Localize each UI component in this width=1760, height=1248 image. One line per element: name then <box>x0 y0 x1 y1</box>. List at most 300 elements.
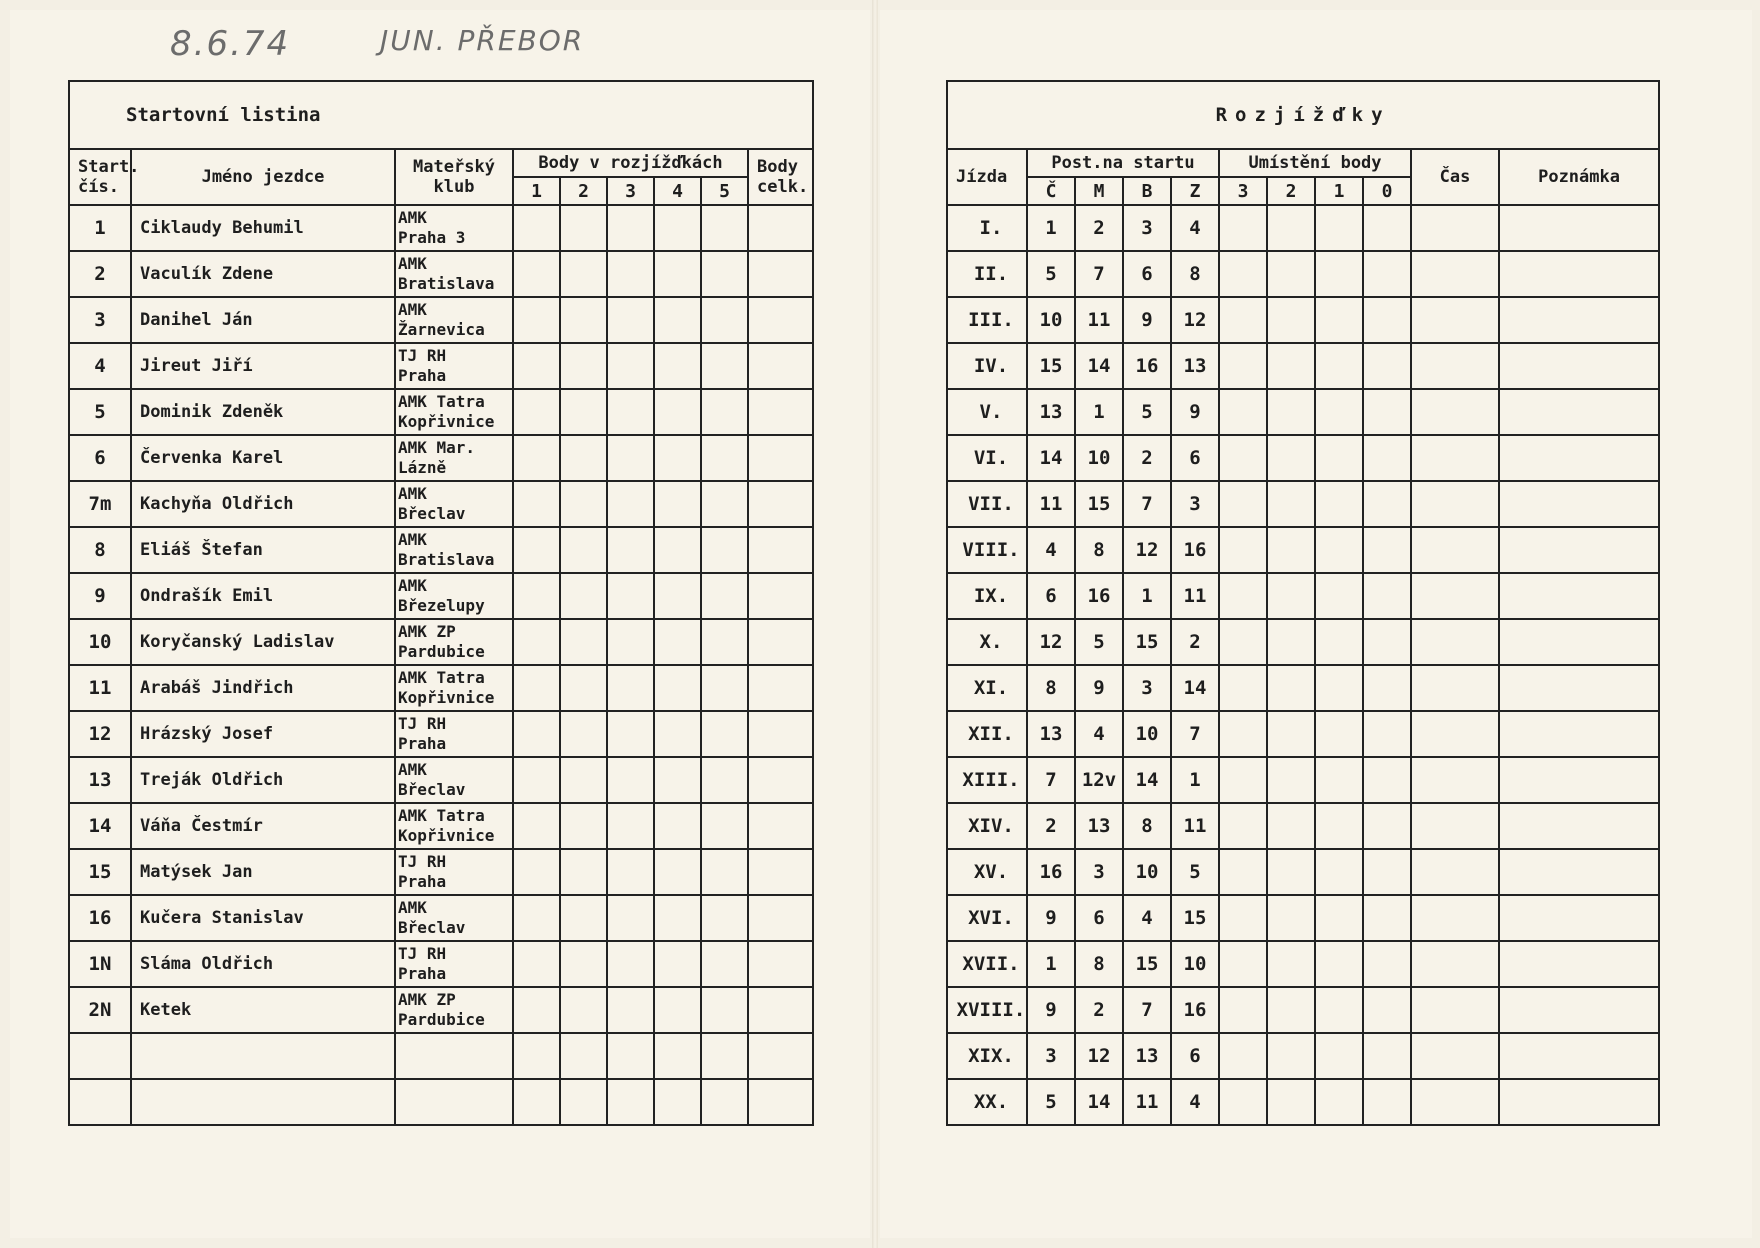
rider-start-number: 2N <box>69 987 131 1033</box>
rider-club-line-1: AMK <box>398 254 427 273</box>
heat-points-cell <box>701 1079 748 1125</box>
heat-points-cell <box>654 665 701 711</box>
start-position-z: 6 <box>1171 435 1219 481</box>
rider-start-number: 2 <box>69 251 131 297</box>
heat-points-cell <box>654 849 701 895</box>
rider-club-line-1: TJ RH <box>398 346 447 365</box>
rider-club-line-1: AMK <box>398 530 427 549</box>
rider-club <box>395 389 513 435</box>
heats-title: Rozjížďky <box>947 81 1659 149</box>
header-heat-1: 1 <box>513 177 560 205</box>
placing-cell <box>1363 297 1411 343</box>
note-cell <box>1499 389 1659 435</box>
total-points-cell <box>748 895 813 941</box>
rider-club-line-2: Bratislava <box>398 274 495 293</box>
start-position-b: 11 <box>1123 1079 1171 1125</box>
handwritten-date: 8.6.74 <box>170 24 291 64</box>
heat-points-cell <box>654 297 701 343</box>
placing-cell <box>1219 481 1267 527</box>
placing-cell <box>1363 711 1411 757</box>
heat-points-cell <box>607 803 654 849</box>
header-total-points: Body celk. <box>748 149 813 205</box>
placing-cell <box>1315 251 1363 297</box>
placing-cell <box>1363 573 1411 619</box>
rider-row <box>69 895 813 941</box>
rider-club-line-1: AMK Tatra <box>398 806 485 825</box>
start-position-m: 2 <box>1075 205 1123 251</box>
header-place-1: 1 <box>1315 177 1363 205</box>
total-points-cell <box>748 803 813 849</box>
header-note: Poznámka <box>1499 149 1659 205</box>
start-position-c: 10 <box>1027 297 1075 343</box>
heat-row <box>947 711 1659 757</box>
rider-name: Eliáš Štefan <box>131 527 395 573</box>
heat-points-cell <box>513 481 560 527</box>
total-points-cell <box>748 987 813 1033</box>
start-position-c: 8 <box>1027 665 1075 711</box>
total-points-cell <box>748 251 813 297</box>
heat-points-cell <box>513 803 560 849</box>
placing-cell <box>1315 711 1363 757</box>
start-position-z: 5 <box>1171 849 1219 895</box>
time-cell <box>1411 849 1499 895</box>
rider-club-line-2: Praha <box>398 734 447 753</box>
start-position-m: 8 <box>1075 527 1123 573</box>
header-place-2: 2 <box>1267 177 1315 205</box>
start-position-b: 10 <box>1123 849 1171 895</box>
heat-number: XIII. <box>947 757 1027 803</box>
heat-points-cell <box>560 849 607 895</box>
heat-row <box>947 1033 1659 1079</box>
start-position-z: 16 <box>1171 527 1219 573</box>
rider-start-number: 13 <box>69 757 131 803</box>
heat-number: XIV. <box>947 803 1027 849</box>
rider-row <box>69 481 813 527</box>
start-position-m: 12v <box>1075 757 1123 803</box>
total-points-cell <box>748 665 813 711</box>
total-points-cell <box>748 849 813 895</box>
heat-number: III. <box>947 297 1027 343</box>
rider-club <box>395 711 513 757</box>
heat-points-cell <box>607 849 654 895</box>
placing-cell <box>1363 987 1411 1033</box>
heat-number: XIX. <box>947 1033 1027 1079</box>
time-cell <box>1411 1079 1499 1125</box>
note-cell <box>1499 895 1659 941</box>
rider-club-line-1: AMK <box>398 208 427 227</box>
start-position-c: 5 <box>1027 1079 1075 1125</box>
time-cell <box>1411 711 1499 757</box>
start-position-c: 13 <box>1027 389 1075 435</box>
header-club: Mateřský klub <box>395 149 513 205</box>
heats-table <box>946 80 1660 1126</box>
rider-club <box>395 665 513 711</box>
placing-cell <box>1219 343 1267 389</box>
total-points-cell <box>748 527 813 573</box>
rider-name: Ondrašík Emil <box>131 573 395 619</box>
placing-cell <box>1315 895 1363 941</box>
note-cell <box>1499 1079 1659 1125</box>
heat-points-cell <box>513 343 560 389</box>
placing-cell <box>1267 389 1315 435</box>
heat-row <box>947 757 1659 803</box>
start-position-z: 13 <box>1171 343 1219 389</box>
header-pos-m: M <box>1075 177 1123 205</box>
header-heat-4: 4 <box>654 177 701 205</box>
start-position-b: 7 <box>1123 481 1171 527</box>
total-points-cell <box>748 1033 813 1079</box>
start-position-m: 8 <box>1075 941 1123 987</box>
rider-name <box>131 1079 395 1125</box>
heat-points-cell <box>560 711 607 757</box>
rider-club-line-1: AMK ZP <box>398 990 456 1009</box>
rider-row <box>69 711 813 757</box>
rider-row <box>69 665 813 711</box>
header-heat-5: 5 <box>701 177 748 205</box>
note-cell <box>1499 987 1659 1033</box>
heat-points-cell <box>607 757 654 803</box>
start-position-c: 9 <box>1027 895 1075 941</box>
start-position-c: 16 <box>1027 849 1075 895</box>
start-position-b: 14 <box>1123 757 1171 803</box>
placing-cell <box>1363 803 1411 849</box>
heat-points-cell <box>560 803 607 849</box>
start-position-b: 5 <box>1123 389 1171 435</box>
heat-points-cell <box>701 527 748 573</box>
total-points-cell <box>748 297 813 343</box>
header-pos-z: Z <box>1171 177 1219 205</box>
page-fold <box>872 0 878 1248</box>
rider-club-line-2: Břeclav <box>398 780 466 799</box>
heat-number: XVII. <box>947 941 1027 987</box>
header-time: Čas <box>1411 149 1499 205</box>
rider-start-number: 15 <box>69 849 131 895</box>
placing-cell <box>1363 389 1411 435</box>
start-position-z: 7 <box>1171 711 1219 757</box>
heat-points-cell <box>701 665 748 711</box>
rider-club <box>395 1033 513 1079</box>
heat-points-cell <box>654 1033 701 1079</box>
rider-club-line-2: Bratislava <box>398 550 495 569</box>
heat-number: IX. <box>947 573 1027 619</box>
heat-points-cell <box>560 665 607 711</box>
rider-club-line-1: TJ RH <box>398 944 447 963</box>
placing-cell <box>1219 251 1267 297</box>
rider-club <box>395 205 513 251</box>
start-position-z: 6 <box>1171 1033 1219 1079</box>
heat-number: V. <box>947 389 1027 435</box>
rider-row <box>69 573 813 619</box>
start-position-c: 12 <box>1027 619 1075 665</box>
placing-cell <box>1219 1033 1267 1079</box>
rider-row <box>69 297 813 343</box>
start-position-c: 2 <box>1027 803 1075 849</box>
heat-points-cell <box>513 849 560 895</box>
placing-cell <box>1363 757 1411 803</box>
time-cell <box>1411 481 1499 527</box>
total-points-cell <box>748 435 813 481</box>
heat-points-cell <box>513 619 560 665</box>
start-list-table <box>68 80 814 1126</box>
heat-points-cell <box>701 251 748 297</box>
rider-club-line-1: AMK Tatra <box>398 668 485 687</box>
heat-points-cell <box>560 573 607 619</box>
start-position-z: 1 <box>1171 757 1219 803</box>
note-cell <box>1499 849 1659 895</box>
heat-points-cell <box>654 343 701 389</box>
placing-cell <box>1315 987 1363 1033</box>
heat-points-cell <box>654 803 701 849</box>
heat-points-cell <box>560 251 607 297</box>
heat-number: IV. <box>947 343 1027 389</box>
rider-club <box>395 757 513 803</box>
heat-points-cell <box>607 435 654 481</box>
rider-club-line-2: Praha <box>398 872 447 891</box>
heat-row <box>947 665 1659 711</box>
placing-cell <box>1267 1079 1315 1125</box>
rider-start-number: 9 <box>69 573 131 619</box>
start-position-z: 12 <box>1171 297 1219 343</box>
placing-cell <box>1267 573 1315 619</box>
start-position-m: 14 <box>1075 1079 1123 1125</box>
placing-cell <box>1219 895 1267 941</box>
header-heat-points: Body v rozjížďkách <box>513 149 748 177</box>
rider-club-line-2: Praha <box>398 964 447 983</box>
start-position-b: 9 <box>1123 297 1171 343</box>
rider-name: Ciklaudy Behumil <box>131 205 395 251</box>
note-cell <box>1499 665 1659 711</box>
rider-club <box>395 941 513 987</box>
placing-cell <box>1363 941 1411 987</box>
placing-cell <box>1219 619 1267 665</box>
rider-row <box>69 1033 813 1079</box>
start-position-m: 15 <box>1075 481 1123 527</box>
rider-name: Matýsek Jan <box>131 849 395 895</box>
rider-row <box>69 849 813 895</box>
total-points-cell <box>748 711 813 757</box>
header-start-no: Start. čís. <box>69 149 131 205</box>
start-position-m: 6 <box>1075 895 1123 941</box>
placing-cell <box>1267 987 1315 1033</box>
heat-row <box>947 527 1659 573</box>
rider-row <box>69 527 813 573</box>
placing-cell <box>1219 389 1267 435</box>
heat-row <box>947 343 1659 389</box>
rider-club-line-1: AMK <box>398 760 427 779</box>
rider-club <box>395 987 513 1033</box>
rider-name: Treják Oldřich <box>131 757 395 803</box>
rider-name: Jireut Jiří <box>131 343 395 389</box>
note-cell <box>1499 481 1659 527</box>
heat-points-cell <box>701 205 748 251</box>
placing-cell <box>1267 251 1315 297</box>
heat-points-cell <box>513 251 560 297</box>
rider-club <box>395 1079 513 1125</box>
start-position-m: 9 <box>1075 665 1123 711</box>
note-cell <box>1499 205 1659 251</box>
placing-cell <box>1363 205 1411 251</box>
rider-name: Sláma Oldřich <box>131 941 395 987</box>
heat-points-cell <box>607 297 654 343</box>
heat-points-cell <box>513 711 560 757</box>
heat-number: XVIII. <box>947 987 1027 1033</box>
start-position-b: 15 <box>1123 619 1171 665</box>
rider-start-number: 3 <box>69 297 131 343</box>
heat-number: XVI. <box>947 895 1027 941</box>
heat-points-cell <box>513 297 560 343</box>
rider-club <box>395 849 513 895</box>
start-position-z: 10 <box>1171 941 1219 987</box>
time-cell <box>1411 297 1499 343</box>
time-cell <box>1411 757 1499 803</box>
heat-points-cell <box>701 343 748 389</box>
heat-points-cell <box>654 941 701 987</box>
heat-points-cell <box>560 389 607 435</box>
rider-row <box>69 251 813 297</box>
start-position-m: 16 <box>1075 573 1123 619</box>
placing-cell <box>1219 803 1267 849</box>
heat-points-cell <box>560 987 607 1033</box>
heat-number: XV. <box>947 849 1027 895</box>
heat-points-cell <box>654 527 701 573</box>
total-points-cell <box>748 941 813 987</box>
start-position-b: 7 <box>1123 987 1171 1033</box>
rider-club <box>395 481 513 527</box>
rider-club-line-2: Kopřivnice <box>398 688 495 707</box>
heat-points-cell <box>701 803 748 849</box>
start-position-m: 11 <box>1075 297 1123 343</box>
note-cell <box>1499 757 1659 803</box>
rider-start-number: 7m <box>69 481 131 527</box>
heat-points-cell <box>607 619 654 665</box>
header-heat-3: 3 <box>607 177 654 205</box>
placing-cell <box>1267 1033 1315 1079</box>
heat-points-cell <box>607 343 654 389</box>
start-position-b: 15 <box>1123 941 1171 987</box>
rider-club-line-1: AMK Tatra <box>398 392 485 411</box>
start-position-m: 3 <box>1075 849 1123 895</box>
start-position-c: 6 <box>1027 573 1075 619</box>
rider-row <box>69 619 813 665</box>
heat-row <box>947 803 1659 849</box>
rider-name: Váňa Čestmír <box>131 803 395 849</box>
heat-points-cell <box>701 757 748 803</box>
note-cell <box>1499 573 1659 619</box>
heat-points-cell <box>654 711 701 757</box>
placing-cell <box>1219 665 1267 711</box>
rider-club <box>395 803 513 849</box>
heat-number: VI. <box>947 435 1027 481</box>
start-position-m: 1 <box>1075 389 1123 435</box>
heat-points-cell <box>654 573 701 619</box>
start-position-b: 16 <box>1123 343 1171 389</box>
placing-cell <box>1315 205 1363 251</box>
placing-cell <box>1219 205 1267 251</box>
heat-points-cell <box>654 757 701 803</box>
header-rider-name: Jméno jezdce <box>131 149 395 205</box>
rider-name: Danihel Ján <box>131 297 395 343</box>
placing-cell <box>1267 435 1315 481</box>
placing-cell <box>1267 297 1315 343</box>
total-points-cell <box>748 1079 813 1125</box>
start-list-title: Startovní listina <box>69 81 813 149</box>
rider-name: Hrázský Josef <box>131 711 395 757</box>
heat-points-cell <box>607 251 654 297</box>
heat-points-cell <box>560 1033 607 1079</box>
placing-cell <box>1267 803 1315 849</box>
total-points-cell <box>748 619 813 665</box>
rider-club-line-1: TJ RH <box>398 714 447 733</box>
heat-points-cell <box>654 389 701 435</box>
rider-start-number: 11 <box>69 665 131 711</box>
placing-cell <box>1363 343 1411 389</box>
heat-points-cell <box>513 895 560 941</box>
heat-points-cell <box>654 481 701 527</box>
total-points-cell <box>748 573 813 619</box>
placing-cell <box>1267 665 1315 711</box>
placing-cell <box>1315 941 1363 987</box>
heat-points-cell <box>513 205 560 251</box>
rider-club-line-2: Pardubice <box>398 1010 485 1029</box>
time-cell <box>1411 619 1499 665</box>
heat-points-cell <box>654 251 701 297</box>
time-cell <box>1411 1033 1499 1079</box>
heat-row <box>947 1079 1659 1125</box>
rider-start-number: 1 <box>69 205 131 251</box>
note-cell <box>1499 297 1659 343</box>
placing-cell <box>1219 849 1267 895</box>
placing-cell <box>1219 435 1267 481</box>
heat-row <box>947 987 1659 1033</box>
heat-points-cell <box>701 1033 748 1079</box>
rider-row <box>69 803 813 849</box>
start-position-z: 15 <box>1171 895 1219 941</box>
heat-row <box>947 389 1659 435</box>
heat-points-cell <box>513 1079 560 1125</box>
note-cell <box>1499 941 1659 987</box>
heat-points-cell <box>701 435 748 481</box>
placing-cell <box>1219 573 1267 619</box>
heat-points-cell <box>560 619 607 665</box>
start-position-m: 10 <box>1075 435 1123 481</box>
rider-row <box>69 389 813 435</box>
rider-club <box>395 343 513 389</box>
rider-start-number <box>69 1079 131 1125</box>
rider-row <box>69 987 813 1033</box>
start-position-z: 14 <box>1171 665 1219 711</box>
rider-club-line-2: Pardubice <box>398 642 485 661</box>
time-cell <box>1411 343 1499 389</box>
heat-points-cell <box>654 619 701 665</box>
total-points-cell <box>748 389 813 435</box>
placing-cell <box>1363 849 1411 895</box>
placing-cell <box>1363 665 1411 711</box>
heat-points-cell <box>560 895 607 941</box>
rider-name: Vaculík Zdene <box>131 251 395 297</box>
placing-cell <box>1315 297 1363 343</box>
rider-row <box>69 1079 813 1125</box>
time-cell <box>1411 803 1499 849</box>
note-cell <box>1499 711 1659 757</box>
note-cell <box>1499 1033 1659 1079</box>
start-position-b: 10 <box>1123 711 1171 757</box>
placing-cell <box>1315 389 1363 435</box>
heat-points-cell <box>607 1079 654 1125</box>
rider-club-line-1: AMK <box>398 484 427 503</box>
rider-club <box>395 297 513 343</box>
heat-points-cell <box>513 757 560 803</box>
placing-cell <box>1315 481 1363 527</box>
